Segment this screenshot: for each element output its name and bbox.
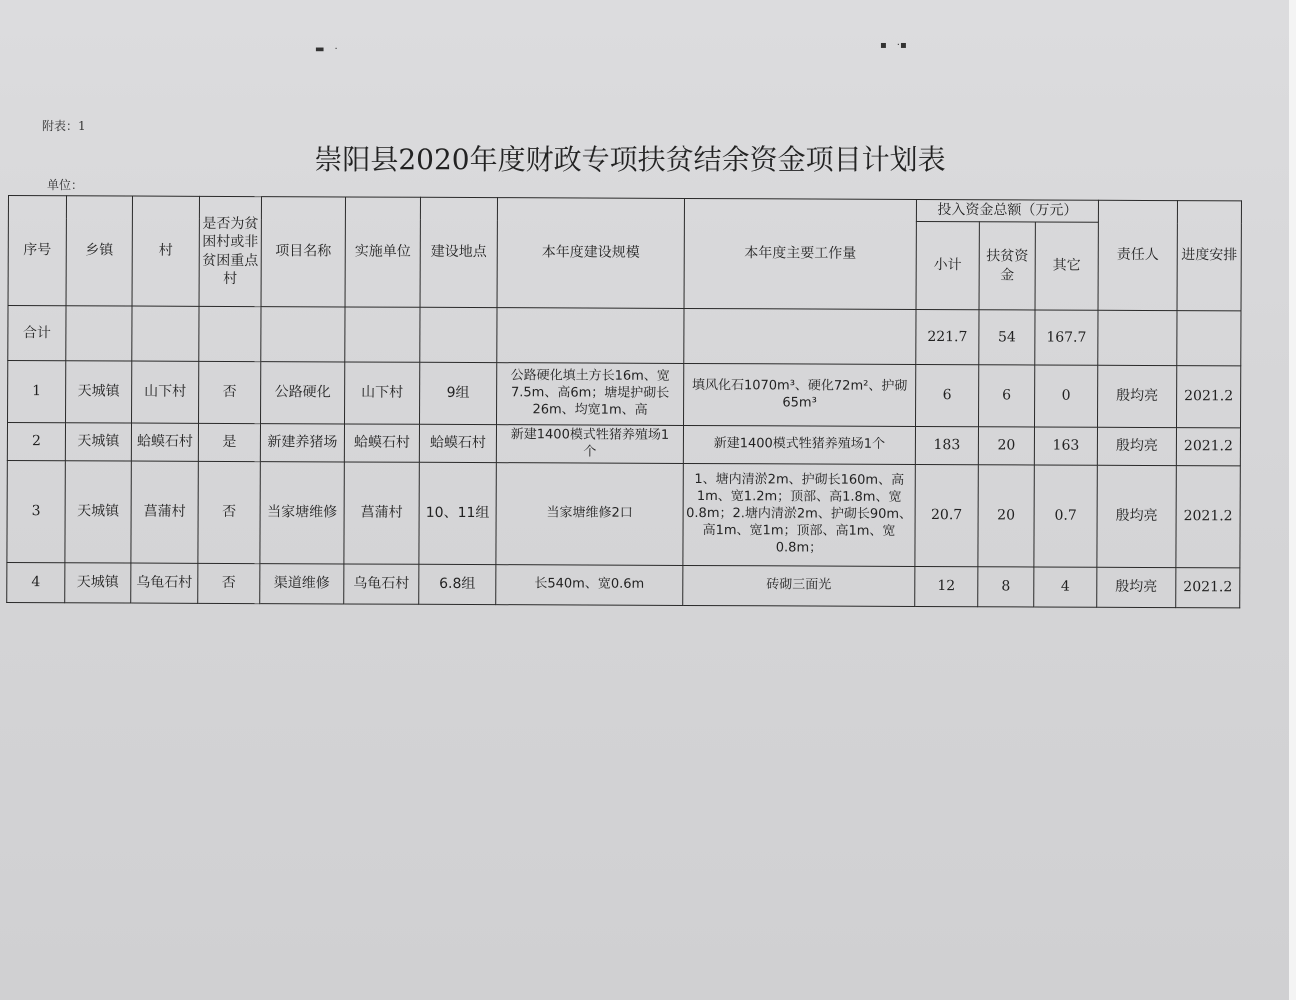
cell-subtotal: 20.7 [915,464,978,566]
cell-poverty-fund: 20 [978,427,1034,465]
cell-scale: 当家塘维修2口 [496,463,683,566]
cell-poverty-fund: 8 [978,567,1034,607]
cell-other: 163 [1034,427,1097,465]
project-plan-table [6,195,1242,608]
cell-town: 天城镇 [65,461,131,563]
document-title: 崇阳县2020年度财政专项扶贫结余资金项目计划表 [314,143,946,176]
cell-scale-text: 公路硬化填土方长16m、宽7.5m、高6m；塘堤护砌长26m、均宽1m、高 [510,368,670,418]
cell-village: 蛤蟆石村 [131,423,198,461]
cell-other: 4 [1034,567,1097,607]
cell-village: 山下村 [132,361,199,423]
cell-responsible: 殷均亮 [1098,365,1177,427]
cell-location: 10、11组 [419,462,496,564]
unit-label: 单位： [47,178,84,192]
cell-workload: 新建1400模式牲猪养殖场1个 [683,425,915,464]
cell-poverty-fund: 6 [978,365,1034,427]
header-project-name: 项目名称 [261,197,345,307]
cell-schedule: 2021.2 [1177,366,1241,428]
scan-speck: ▬ · [315,44,338,55]
header-other: 其它 [1035,222,1098,310]
table-row [7,460,1240,567]
cell-responsible: 殷均亮 [1097,567,1176,607]
cell-project-name: 当家塘维修 [260,462,344,564]
header-town: 乡镇 [66,196,132,306]
cell-schedule: 2021.2 [1176,466,1240,568]
header-fund-group: 投入资金总额（万元） [916,199,1098,222]
cell-subtotal: 6 [915,364,978,426]
cell-schedule: 2021.2 [1176,428,1240,466]
cell-poverty-status: 否 [198,563,260,603]
cell-seq: 3 [7,460,65,562]
cell-seq: 4 [7,562,65,602]
cell-project-name: 公路硬化 [261,362,345,424]
table-row [8,361,1241,428]
cell-seq: 2 [7,423,65,461]
header-schedule: 进度安排 [1177,201,1241,311]
table-row [7,562,1240,607]
total-row [8,306,1241,366]
cell-seq: 1 [8,361,66,423]
cell-implementer: 乌龟石村 [344,564,419,604]
header-row [8,196,1241,223]
total-label: 合计 [8,306,66,361]
cell-schedule: 2021.2 [1176,568,1240,608]
header-implementer: 实施单位 [345,197,420,307]
header-seq: 序号 [8,196,66,306]
cell-implementer: 蛤蟆石村 [344,424,419,462]
cell-poverty-status: 否 [199,361,261,423]
cell-workload: 1、塘内清淤2m、护砌长160m、高1m、宽1.2m；顶部、高1.8m、宽0.8m；2.塘内清淤2m、护砌长90m、高1m、宽1m；顶部、高1m、宽0.8m； [683,463,915,566]
cell-village: 菖蒲村 [131,461,198,563]
cell-other: 0 [1034,365,1097,427]
cell-location: 9组 [420,362,497,424]
cell-subtotal: 183 [915,426,978,464]
cell-implementer: 山下村 [345,362,420,424]
cell-location: 蛤蟆石村 [419,424,496,462]
header-location: 建设地点 [420,197,497,307]
header-village: 村 [132,196,199,306]
cell-village: 乌龟石村 [131,563,198,603]
cell-town: 天城镇 [65,563,131,603]
cell-responsible: 殷均亮 [1097,427,1176,465]
cell-workload: 填风化石1070m³、硬化72m²、护砌65m³ [684,363,916,426]
header-poverty-status: 是否为贫困村或非贫困重点村 [199,196,261,306]
attachment-label: 附表：1 [42,119,86,133]
cell-town: 天城镇 [65,423,131,461]
cell-scale: 长540m、宽0.6m [496,565,683,606]
cell-scale: 新建1400模式牲猪养殖场1 个 [496,425,683,464]
header-subtotal: 小计 [916,221,979,309]
cell-workload: 砖砌三面光 [683,565,915,606]
cell-town: 天城镇 [66,361,132,423]
cell-poverty-fund: 20 [978,465,1034,567]
cell-scale [497,363,684,426]
cell-poverty-status: 否 [198,461,260,563]
total-subtotal: 221.7 [916,309,979,364]
cell-subtotal: 12 [915,566,978,606]
cell-project-name: 渠道维修 [260,564,344,604]
table-row [7,423,1240,466]
cell-project-name: 新建养猪场 [260,424,344,462]
scan-speck: ▪ ·▪ [880,40,907,51]
page-edge [1289,0,1296,1000]
cell-location: 6.8组 [419,564,496,604]
cell-implementer: 菖蒲村 [344,462,419,564]
cell-poverty-status: 是 [198,423,260,461]
header-workload: 本年度主要工作量 [684,198,916,309]
cell-responsible: 殷均亮 [1097,465,1176,567]
header-poverty-fund: 扶贫资金 [979,222,1035,310]
header-responsible: 责任人 [1098,200,1177,310]
cell-other: 0.7 [1034,465,1097,567]
total-poverty-fund: 54 [979,310,1035,365]
total-other: 167.7 [1035,310,1098,365]
header-scale: 本年度建设规模 [497,198,684,309]
